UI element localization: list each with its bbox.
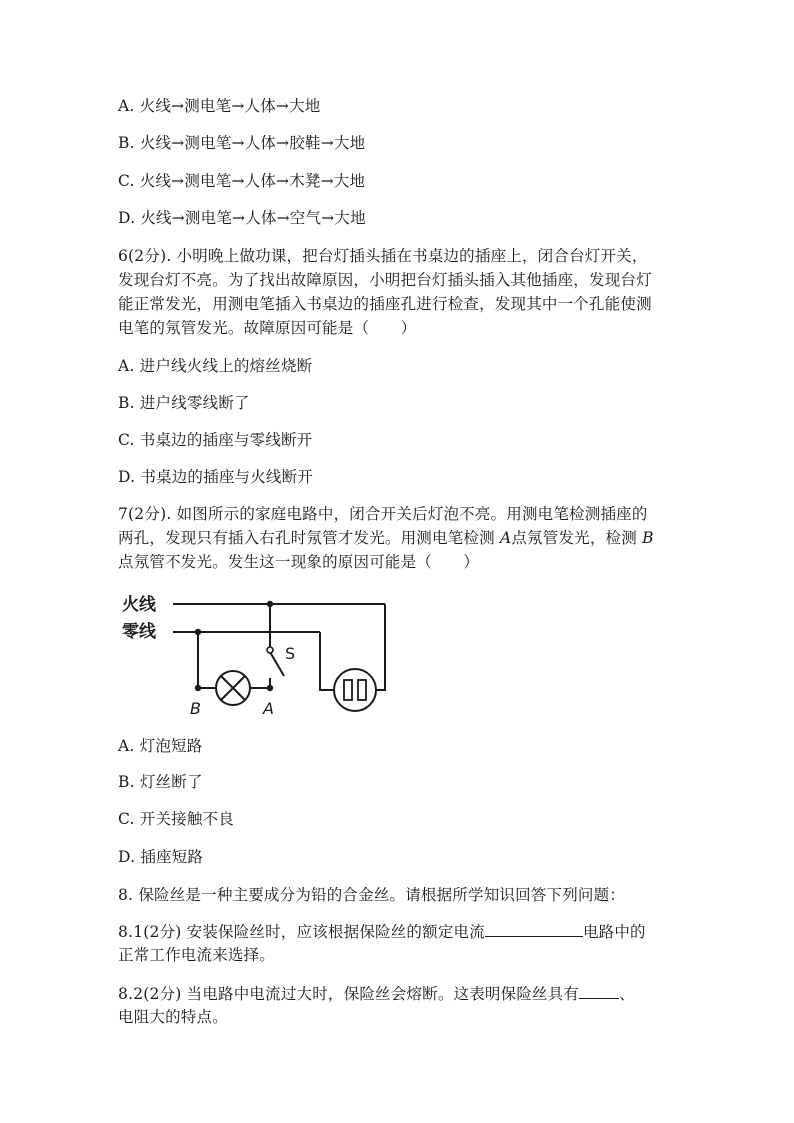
point-a-label: A <box>263 699 274 718</box>
point-b-label: B <box>190 699 201 718</box>
q8-2-line-2: 电阻大的特点。 <box>118 1008 228 1026</box>
neutral-wire-label: 零线 <box>122 622 156 642</box>
socket-live-lead <box>376 604 385 690</box>
q8-2-text: 、 <box>619 985 635 1003</box>
q7-stem-line-2 <box>118 527 654 549</box>
point-b-dot <box>195 685 201 691</box>
switch-blade <box>270 652 284 676</box>
junction-dot <box>195 629 201 635</box>
lamp-neutral-lead <box>198 632 216 688</box>
q5-option-a: A. 火线→测电笔→人体→大地 <box>118 97 321 115</box>
switch-pivot <box>267 647 273 653</box>
q6-stem-line-1: 6(2分). 小明晚上做功课，把台灯插头插在书桌边的插座上，闭合台灯开关， <box>118 247 648 265</box>
point-b-label: B <box>642 529 654 547</box>
point-a-dot <box>267 685 273 691</box>
circuit-diagram <box>118 590 393 720</box>
q8-1-text: 8.1(2分) 安装保险丝时，应该根据保险丝的额定电流 <box>118 923 485 941</box>
q5-option-b: B. 火线→测电笔→人体→胶鞋→大地 <box>118 134 366 152</box>
live-wire-label: 火线 <box>122 595 156 615</box>
q6-option-d: D. 书桌边的插座与火线断开 <box>118 468 314 486</box>
socket-symbol <box>334 669 376 711</box>
point-a-label: A <box>499 529 512 547</box>
q5-option-d: D. 火线→测电笔→人体→空气→大地 <box>118 209 366 227</box>
q6-stem-line-4: 电笔的氖管发光。故障原因可能是（ ） <box>118 319 417 337</box>
q5-option-c: C. 火线→测电笔→人体→木凳→大地 <box>118 172 366 190</box>
q6-option-b: B. 进户线零线断了 <box>118 394 250 412</box>
q6-option-c: C. 书桌边的插座与零线断开 <box>118 431 313 449</box>
answer-blank[interactable] <box>579 982 619 999</box>
q7-option-c: C. 开关接触不良 <box>118 810 234 828</box>
q7-stem-text: 点氖管发光，检测 <box>511 529 643 547</box>
q7-option-a: A. 灯泡短路 <box>118 737 203 755</box>
q8-stem: 8. 保险丝是一种主要成分为铅的合金丝。请根据所学知识回答下列问题： <box>118 886 626 904</box>
q6-stem-line-3: 能正常发光，用测电笔插入书桌边的插座孔进行检查，发现其中一个孔能使测 <box>118 295 652 313</box>
q7-option-d: D. 插座短路 <box>118 848 204 866</box>
q8-1-text: 电路中的 <box>582 923 646 941</box>
q7-stem-text: 两孔，发现只有插入右孔时氖管才发光。用测电笔检测 <box>118 529 500 547</box>
q8-1-line-2: 正常工作电流来选择。 <box>118 946 276 964</box>
q6-stem-line-2: 发现台灯不亮。为了找出故障原因，小明把台灯插头插入其他插座，发现台灯 <box>118 271 652 289</box>
q7-stem-line-1: 7(2分). 如图所示的家庭电路中，闭合开关后灯泡不亮。用测电笔检测插座的 <box>118 505 648 523</box>
switch-label: S <box>285 644 296 663</box>
junction-dot <box>267 601 273 607</box>
answer-blank[interactable] <box>485 920 583 937</box>
lamp-symbol <box>216 671 250 705</box>
socket-neutral-lead <box>320 632 333 690</box>
q7-option-b: B. 灯丝断了 <box>118 773 203 791</box>
q6-option-a: A. 进户线火线上的熔丝烧断 <box>118 357 313 375</box>
q8-1-line-1 <box>118 920 646 943</box>
q8-2-line-1 <box>118 982 635 1005</box>
q7-stem-line-3: 点氖管不发光。发生这一现象的原因可能是（ ） <box>118 553 480 571</box>
q8-2-text: 8.2(2分) 当电路中电流过大时，保险丝会熔断。这表明保险丝具有 <box>118 985 580 1003</box>
